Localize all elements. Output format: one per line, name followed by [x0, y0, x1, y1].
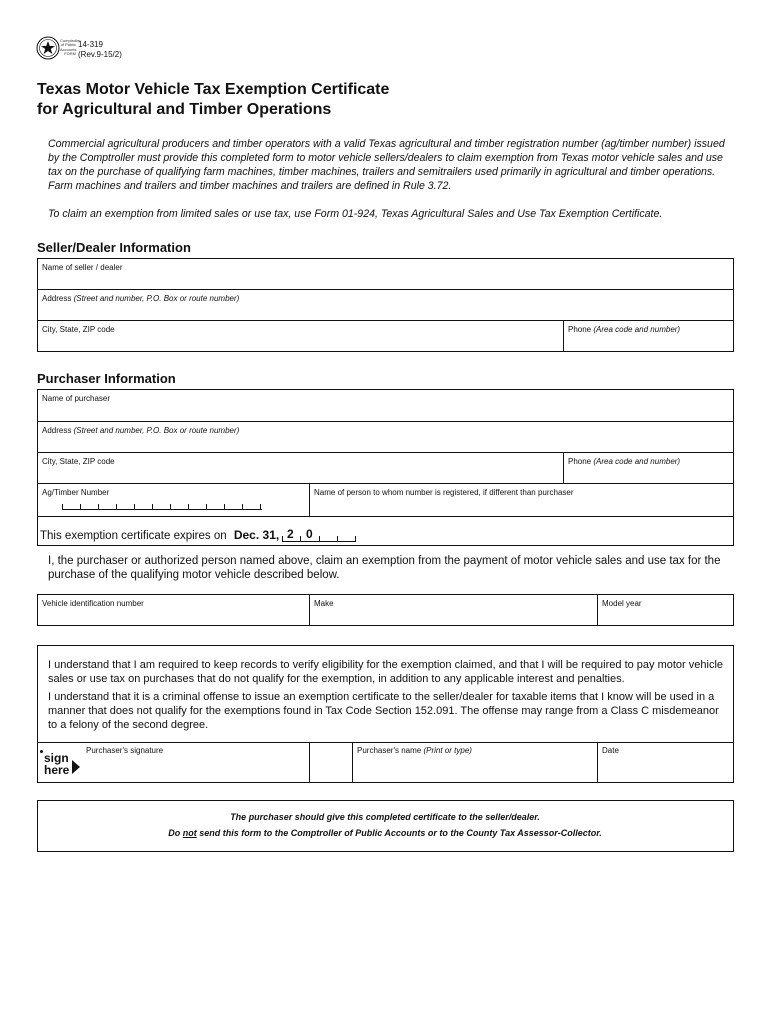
form-number: 14-319 (Rev.9-15/2): [78, 40, 122, 59]
seller-city-field[interactable]: City, State, ZIP code: [38, 320, 563, 351]
bullet-dot: [40, 750, 43, 753]
expiration-statement: This exemption certificate expires on Dec. 31,: [40, 528, 280, 542]
seller-name-field[interactable]: Name of seller / dealer: [42, 263, 123, 272]
intro-paragraph: Commercial agricultural producers and timber operators with a valid Texas agricultural and timber registration number (ag/timber number) issued by the Comptroller must provide this completed form to motor vehicle sellers/dealers to claim exemption from Texas motor vehicle sales and use tax on the purchase of qualifying farm machines, timber machines, trailers and semitrailers used primarily in agricultural and timber operations. Farm machines and trailers and timber machines and trailers are defined in Rule 3.72.: [48, 138, 725, 192]
agtimber-number-field[interactable]: Ag/Timber Number: [38, 483, 309, 516]
vehicle-info-box: [37, 594, 734, 626]
purchaser-printed-name-field[interactable]: Purchaser's name (Print or type): [352, 742, 597, 782]
instruction-line-1: The purchaser should give this completed certificate to the seller/dealer.: [230, 812, 540, 822]
purchaser-name-field[interactable]: Name of purchaser: [42, 394, 111, 403]
seller-address-field[interactable]: Address (Street and number, P.O. Box or route number): [38, 289, 733, 320]
instruction-line-2: Do not send this form to the Comptroller of Public Accounts or to the County Tax Assessor-Collector.: [168, 828, 602, 838]
texas-seal-icon: [36, 36, 60, 60]
purchaser-info-box: [37, 389, 734, 546]
sign-here-marker: sign here: [44, 751, 70, 777]
agtimber-digit-boxes: [62, 499, 262, 510]
make-field[interactable]: Make: [309, 595, 597, 625]
records-statement: I understand that I am required to keep records to verify eligibility for the exemption claimed, and that I will be required to pay motor vehicle sales or use tax on purchases that do not qualify for the exemption, in addition to any applicable interest and penalties.: [48, 659, 724, 685]
purchaser-signature-field[interactable]: Purchaser's signature: [86, 746, 164, 755]
registered-name-field[interactable]: Name of person to whom number is registered, if different than purchaser: [309, 483, 733, 516]
purchaser-city-field[interactable]: City, State, ZIP code: [38, 452, 563, 483]
seller-phone-field[interactable]: Phone (Area code and number): [563, 320, 733, 351]
purchaser-address-field[interactable]: Address (Street and number, P.O. Box or route number): [38, 421, 733, 452]
arrow-right-icon: [72, 760, 80, 774]
criminal-offense-statement: I understand that it is a criminal offense to issue an exemption certificate to the seller/dealer for taxable items that I know will be used in a manner that does not qualify for the exemptions found in Tax Code Section 152.091. The offense may range from a Class C misdemeanor to a felony of the second degree.: [48, 691, 719, 731]
agency-name: Comptroller of Public Accounts FORM: [60, 38, 81, 57]
intro-note: To claim an exemption from limited sales or use tax, use Form 01-924, Texas Agricultural Sales and Use Tax Exemption Certificate.: [48, 208, 663, 220]
purchaser-heading: Purchaser Information: [37, 371, 176, 386]
vin-field[interactable]: Vehicle identification number: [42, 599, 144, 608]
model-year-field[interactable]: Model year: [597, 595, 733, 625]
purchaser-phone-field[interactable]: Phone (Area code and number): [563, 452, 733, 483]
seller-info-box: [37, 258, 734, 352]
seller-heading: Seller/Dealer Information: [37, 240, 191, 255]
exemption-declaration: I, the purchaser or authorized person named above, claim an exemption from the payment of motor vehicle sales and use tax for the purchase of the qualifying motor vehicle described below.: [48, 555, 721, 581]
signature-date-field[interactable]: Date: [597, 742, 734, 782]
expiration-year-field[interactable]: 2 0: [282, 527, 356, 542]
page-title: Texas Motor Vehicle Tax Exemption Certificate for Agricultural and Timber Operations: [37, 81, 390, 118]
